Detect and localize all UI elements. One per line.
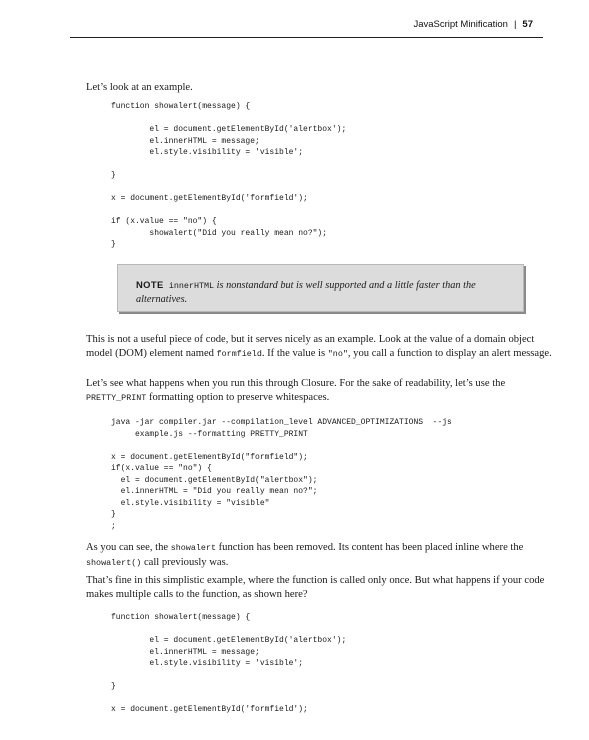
note-text: [136, 278, 511, 306]
note-label: NOTE: [136, 279, 164, 290]
note-code: innerHTML: [168, 281, 215, 291]
para3-text-2: function has been removed. Its content has been placed inline where the: [215, 542, 524, 553]
header-rule: [70, 37, 543, 38]
code-block-example: function showalert(message) { el = document.getElementById('alertbox'); el.innerHTML = message; el.style.visibility = 'visible'; } x = document.getElementById('formfield'); if (x.value == "no") { showalert("Did you really mean no?"); }: [111, 102, 347, 249]
para3-text-3: call previously was.: [141, 556, 229, 568]
running-header: [413, 19, 533, 30]
paragraph-explanation: [86, 333, 556, 361]
para2-code-pretty-print: PRETTY_PRINT: [86, 392, 147, 403]
note-body: is nonstandard but is well supported and a little faster than the alternatives.: [136, 280, 476, 305]
header-title: JavaScript Minification: [413, 19, 508, 30]
code-block-multiple-calls: function showalert(message) { el = document.getElementById('alertbox'); el.innerHTML = message; el.style.visibility = 'visible'; } x = document.getElementById('formfield');: [111, 613, 347, 714]
intro-paragraph: Let’s look at an example.: [86, 82, 193, 93]
header-separator: |: [513, 19, 517, 30]
para1-code-formfield: formfield: [216, 348, 262, 359]
para2-text-2: formatting option to preserve whitespaces.: [146, 391, 330, 403]
paragraph-inline-result: [86, 541, 556, 570]
page-number: 57: [522, 19, 533, 30]
para1-text-1: This is not a useful piece of code, but it serves nicely as an example. Look at the value of a domain object model (DOM) element named: [86, 334, 535, 359]
para2-text-1: Let’s see what happens when you run this through Closure. For the sake of readability, let’s use the: [86, 378, 506, 389]
para1-text-2: . If the value is: [261, 347, 328, 359]
para3-code-showalert: showalert: [170, 543, 216, 553]
para3-code-showalert-call: showalert(): [86, 557, 142, 568]
paragraph-multiple-calls: That’s fine in this simplistic example, where the function is called only once. But what happens if your code makes multiple calls to the function, as shown here?: [86, 575, 545, 600]
para1-code-no: "no": [327, 348, 348, 359]
code-block-closure-output: java -jar compiler.jar --compilation_level ADVANCED_OPTIMIZATIONS --js example.js --formatting PRETTY_PRINT x = document.getElementById("formfield"); if(x.value == "no") { el = document.getElementById("alertbox"); el.innerHTML = "Did you really mean no?"; el.style.visibility = "visible" } ;: [111, 418, 452, 531]
paragraph-closure: [86, 377, 556, 405]
note-box: [117, 264, 524, 312]
para3-text-1: As you can see, the: [86, 542, 171, 553]
para1-text-3: , you call a function to display an alert message.: [347, 347, 552, 359]
